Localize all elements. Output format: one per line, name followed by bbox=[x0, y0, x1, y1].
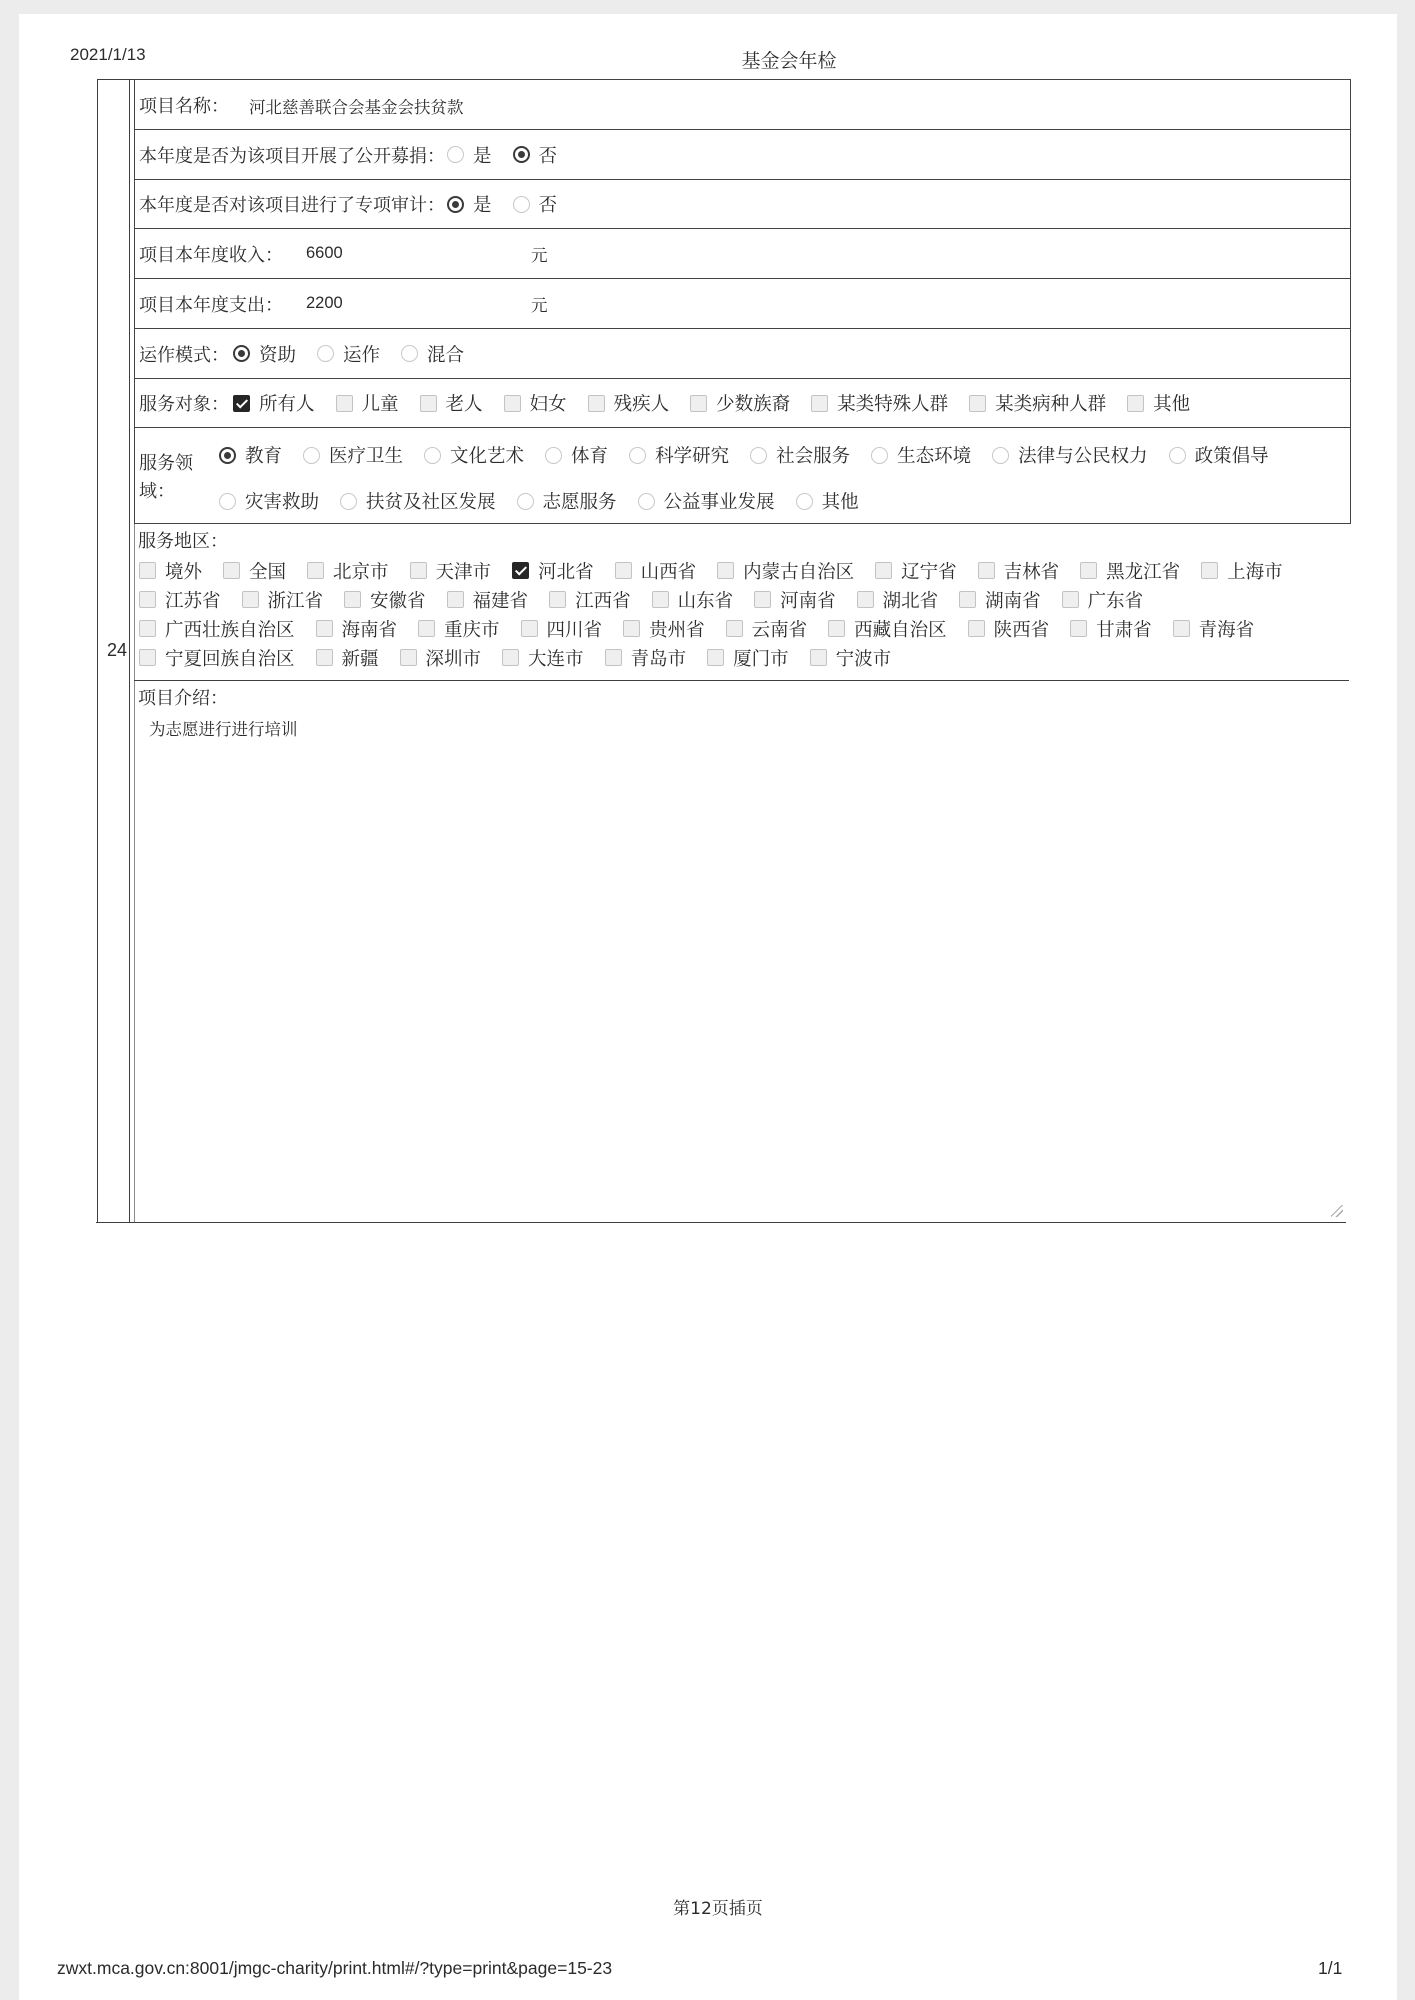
service-target-option-label: 妇女 bbox=[529, 394, 567, 415]
service-area-option-label: 山西省 bbox=[640, 561, 697, 583]
service-area-option-label: 大连市 bbox=[528, 648, 584, 670]
project-intro-label: 项目介绍： bbox=[138, 688, 228, 709]
project-name-label: 项目名称： bbox=[139, 95, 229, 117]
radio-unselected[interactable] bbox=[219, 493, 236, 510]
special-audit-option-label: 是 bbox=[473, 195, 492, 216]
service-area-option[interactable] bbox=[447, 587, 529, 613]
service-target-option[interactable] bbox=[420, 390, 483, 416]
service-area-option-label: 福建省 bbox=[472, 590, 529, 612]
service-target-option-label: 少数族裔 bbox=[716, 394, 791, 415]
checkbox-unchecked[interactable] bbox=[139, 649, 156, 666]
resize-handle-icon[interactable] bbox=[1331, 1205, 1343, 1217]
service-area-option[interactable] bbox=[754, 587, 836, 613]
service-area-option-label: 全国 bbox=[249, 561, 287, 583]
service-domain-option-label: 扶贫及社区发展 bbox=[366, 492, 496, 513]
checkbox-unchecked[interactable] bbox=[1201, 562, 1218, 579]
service-area-option[interactable] bbox=[968, 616, 1050, 642]
annual-expenditure-label: 项目本年度支出： bbox=[139, 294, 283, 316]
radio-selected[interactable] bbox=[447, 196, 464, 213]
service-area-option[interactable] bbox=[978, 558, 1060, 584]
radio-unselected[interactable] bbox=[513, 196, 530, 213]
checkbox-unchecked[interactable] bbox=[811, 395, 828, 412]
radio-unselected[interactable] bbox=[629, 447, 646, 464]
service-area-option-label: 浙江省 bbox=[267, 590, 324, 612]
service-domain-option[interactable] bbox=[517, 488, 617, 514]
service-area-option[interactable] bbox=[344, 587, 426, 613]
table-outer-left-border bbox=[97, 79, 98, 1223]
checkbox-unchecked[interactable] bbox=[828, 620, 845, 637]
project-name-value: 河北慈善联合会基金会扶贫款 bbox=[249, 98, 464, 117]
service-area-option[interactable] bbox=[139, 558, 202, 584]
radio-selected[interactable] bbox=[513, 146, 530, 163]
special-audit-row bbox=[134, 179, 1351, 229]
checkbox-unchecked[interactable] bbox=[410, 562, 427, 579]
radio-unselected[interactable] bbox=[401, 345, 418, 362]
checkbox-unchecked[interactable] bbox=[242, 591, 259, 608]
radio-selected[interactable] bbox=[233, 345, 250, 362]
service-area-option[interactable] bbox=[615, 558, 697, 584]
checkbox-unchecked[interactable] bbox=[969, 395, 986, 412]
table-column-divider bbox=[129, 79, 130, 1223]
service-domain-option[interactable] bbox=[992, 442, 1148, 468]
service-area-option[interactable] bbox=[139, 587, 221, 613]
checkbox-unchecked[interactable] bbox=[968, 620, 985, 637]
service-target-option[interactable] bbox=[504, 390, 567, 416]
public-fundraising-row bbox=[134, 129, 1351, 180]
table-bottom-border bbox=[96, 1222, 1346, 1223]
print-date: 2021/1/13 bbox=[70, 45, 146, 64]
page-count: 1/1 bbox=[1318, 1958, 1343, 1978]
service-area-option-label: 海南省 bbox=[341, 619, 398, 641]
service-area-option-label: 宁夏回族自治区 bbox=[165, 648, 295, 670]
service-target-label: 服务对象： bbox=[139, 394, 229, 415]
checkbox-unchecked[interactable] bbox=[1127, 395, 1144, 412]
service-area-label: 服务地区： bbox=[138, 531, 228, 552]
service-area-option[interactable] bbox=[726, 616, 808, 642]
service-domain-option-label: 政策倡导 bbox=[1194, 446, 1269, 467]
special-audit-option[interactable] bbox=[513, 191, 558, 217]
service-area-option[interactable] bbox=[307, 558, 389, 584]
checkbox-unchecked[interactable] bbox=[418, 620, 435, 637]
service-domain-option-label: 医疗卫生 bbox=[329, 446, 404, 467]
operation-mode-option[interactable] bbox=[317, 341, 380, 367]
service-area-option-label: 深圳市 bbox=[425, 648, 482, 670]
service-domain-option[interactable] bbox=[340, 488, 496, 514]
service-area-option-label: 湖南省 bbox=[985, 590, 1041, 612]
special-audit-option-label: 否 bbox=[538, 195, 558, 216]
service-area-option[interactable] bbox=[717, 558, 854, 584]
checkbox-unchecked[interactable] bbox=[447, 591, 464, 608]
service-area-option-label: 贵州省 bbox=[649, 619, 705, 641]
public-fundraising-option-label: 否 bbox=[538, 145, 558, 167]
service-area-option-label: 河南省 bbox=[780, 590, 836, 612]
service-target-option-label: 所有人 bbox=[259, 394, 315, 415]
service-area-option-label: 陕西省 bbox=[993, 619, 1050, 641]
operation-mode-options bbox=[233, 341, 485, 367]
service-domain-option[interactable] bbox=[1169, 442, 1269, 468]
checkbox-unchecked[interactable] bbox=[754, 591, 771, 608]
service-target-option-label: 其他 bbox=[1153, 394, 1191, 415]
service-area-option-label: 西藏自治区 bbox=[854, 619, 947, 641]
checkbox-unchecked[interactable] bbox=[307, 562, 324, 579]
checkbox-unchecked[interactable] bbox=[875, 562, 892, 579]
service-target-option[interactable] bbox=[969, 390, 1106, 416]
service-domain-option-label: 体育 bbox=[571, 446, 609, 467]
service-area-option-label: 河北省 bbox=[538, 561, 594, 583]
service-area-option[interactable] bbox=[410, 558, 492, 584]
checkbox-unchecked[interactable] bbox=[652, 591, 669, 608]
radio-unselected[interactable] bbox=[340, 493, 357, 510]
radio-unselected[interactable] bbox=[796, 493, 813, 510]
radio-unselected[interactable] bbox=[638, 493, 655, 510]
service-domain-option[interactable] bbox=[303, 442, 403, 468]
service-area-option[interactable] bbox=[400, 645, 482, 671]
service-area-option-label: 内蒙古自治区 bbox=[743, 561, 855, 583]
checkbox-unchecked[interactable] bbox=[420, 395, 437, 412]
service-area-option-label: 云南省 bbox=[751, 619, 808, 641]
radio-unselected[interactable] bbox=[545, 447, 562, 464]
checkbox-unchecked[interactable] bbox=[615, 562, 632, 579]
annual-expenditure-value: 2200 bbox=[306, 294, 343, 312]
service-area-option-label: 广东省 bbox=[1087, 590, 1144, 612]
annual-income-row bbox=[134, 228, 1351, 279]
service-area-option[interactable] bbox=[418, 616, 500, 642]
service-area-option-label: 北京市 bbox=[333, 561, 389, 583]
checkbox-unchecked[interactable] bbox=[316, 620, 333, 637]
service-area-option[interactable] bbox=[857, 587, 939, 613]
service-area-option[interactable] bbox=[707, 645, 789, 671]
checkbox-unchecked[interactable] bbox=[521, 620, 538, 637]
project-name-row bbox=[134, 79, 1351, 130]
annual-income-label: 项目本年度收入： bbox=[139, 244, 283, 266]
radio-unselected[interactable] bbox=[303, 447, 320, 464]
radio-unselected[interactable] bbox=[992, 447, 1009, 464]
record-number: 24 bbox=[107, 640, 128, 660]
operation-mode-label: 运作模式： bbox=[139, 344, 229, 366]
service-domain-options-line-2 bbox=[219, 487, 880, 515]
checkbox-unchecked[interactable] bbox=[549, 591, 566, 608]
service-area-option-label: 江苏省 bbox=[165, 590, 221, 612]
checkbox-unchecked[interactable] bbox=[717, 562, 734, 579]
service-domain-option-label: 其他 bbox=[821, 492, 859, 513]
service-area-option-label: 吉林省 bbox=[1003, 561, 1060, 583]
service-target-options bbox=[233, 390, 1211, 416]
public-fundraising-options bbox=[447, 142, 578, 168]
service-area-option[interactable] bbox=[512, 558, 594, 584]
service-area-option[interactable] bbox=[605, 645, 687, 671]
service-domain-option[interactable] bbox=[750, 442, 850, 468]
service-area-options-line-4 bbox=[139, 643, 1304, 672]
service-area-option[interactable] bbox=[502, 645, 584, 671]
service-area-options bbox=[139, 556, 1304, 672]
service-target-option[interactable] bbox=[1127, 390, 1190, 416]
page-insert-note: 第12页插页 bbox=[673, 1899, 763, 1919]
checkbox-unchecked[interactable] bbox=[1070, 620, 1087, 637]
service-area-option[interactable] bbox=[652, 587, 734, 613]
service-area-option-label: 甘肃省 bbox=[1096, 619, 1152, 641]
radio-unselected[interactable] bbox=[447, 146, 464, 163]
service-area-option-label: 境外 bbox=[165, 561, 203, 583]
radio-unselected[interactable] bbox=[871, 447, 888, 464]
service-area-options-line-1 bbox=[139, 556, 1304, 585]
public-fundraising-option-label: 是 bbox=[473, 145, 492, 167]
radio-unselected[interactable] bbox=[517, 493, 534, 510]
print-url: zwxt.mca.gov.cn:8001/jmgc-charity/print.html#/?type=print&page=15-23 bbox=[57, 1958, 613, 1978]
annual-income-unit: 元 bbox=[531, 245, 548, 265]
service-domain-option-label: 法律与公民权力 bbox=[1018, 446, 1148, 467]
service-target-row bbox=[134, 378, 1351, 428]
checkbox-unchecked[interactable] bbox=[588, 395, 605, 412]
checkbox-checked[interactable] bbox=[233, 395, 250, 412]
service-area-option-label: 宁波市 bbox=[835, 648, 892, 670]
service-area-option[interactable] bbox=[1173, 616, 1255, 642]
service-domain-option-label: 教育 bbox=[245, 446, 283, 467]
checkbox-unchecked[interactable] bbox=[223, 562, 240, 579]
radio-unselected[interactable] bbox=[750, 447, 767, 464]
public-fundraising-option[interactable] bbox=[513, 142, 558, 168]
checkbox-unchecked[interactable] bbox=[336, 395, 353, 412]
operation-mode-option-label: 运作 bbox=[343, 344, 381, 366]
service-area-options-line-3 bbox=[139, 614, 1304, 643]
checkbox-unchecked[interactable] bbox=[316, 649, 333, 666]
service-area-option-label: 青岛市 bbox=[630, 648, 687, 670]
page-title: 基金会年检 bbox=[741, 50, 837, 72]
service-domain-option-label: 科学研究 bbox=[655, 446, 730, 467]
service-area-option[interactable] bbox=[139, 645, 295, 671]
service-domain-option-label: 公益事业发展 bbox=[663, 492, 775, 513]
service-domain-option[interactable] bbox=[424, 442, 524, 468]
service-area-option-label: 上海市 bbox=[1227, 561, 1283, 583]
service-domain-option-label: 文化艺术 bbox=[450, 446, 525, 467]
checkbox-unchecked[interactable] bbox=[139, 562, 156, 579]
service-area-option[interactable] bbox=[316, 616, 398, 642]
service-area-option[interactable] bbox=[223, 558, 286, 584]
radio-unselected[interactable] bbox=[1169, 447, 1186, 464]
checkbox-unchecked[interactable] bbox=[726, 620, 743, 637]
service-domain-option[interactable] bbox=[545, 442, 608, 468]
checkbox-unchecked[interactable] bbox=[1080, 562, 1097, 579]
checkbox-unchecked[interactable] bbox=[623, 620, 640, 637]
service-area-option-label: 黑龙江省 bbox=[1106, 561, 1181, 583]
annual-income-value: 6600 bbox=[306, 244, 343, 262]
checkbox-unchecked[interactable] bbox=[707, 649, 724, 666]
service-area-option-label: 安徽省 bbox=[370, 590, 426, 612]
special-audit-options bbox=[447, 191, 578, 217]
service-area-option-label: 山东省 bbox=[677, 590, 734, 612]
special-audit-option[interactable] bbox=[447, 191, 492, 217]
service-target-option-label: 老人 bbox=[445, 394, 483, 415]
service-area-options-line-2 bbox=[139, 585, 1304, 614]
checkbox-unchecked[interactable] bbox=[1062, 591, 1079, 608]
service-area-option[interactable] bbox=[810, 645, 892, 671]
service-area-option-label: 湖北省 bbox=[882, 590, 939, 612]
service-area-option-label: 青海省 bbox=[1198, 619, 1255, 641]
service-domain-option-label: 志愿服务 bbox=[542, 492, 617, 513]
service-target-option[interactable] bbox=[690, 390, 790, 416]
service-area-option[interactable] bbox=[623, 616, 705, 642]
service-area-option[interactable] bbox=[959, 587, 1041, 613]
service-target-option-label: 某类病种人群 bbox=[995, 394, 1107, 415]
checkbox-checked[interactable] bbox=[512, 562, 529, 579]
checkbox-unchecked[interactable] bbox=[605, 649, 622, 666]
service-domain-row bbox=[134, 427, 1351, 524]
project-intro-textarea[interactable] bbox=[135, 681, 1349, 1221]
checkbox-unchecked[interactable] bbox=[344, 591, 361, 608]
checkbox-unchecked[interactable] bbox=[400, 649, 417, 666]
service-area-option[interactable] bbox=[1070, 616, 1152, 642]
service-area-option-label: 厦门市 bbox=[733, 648, 789, 670]
checkbox-unchecked[interactable] bbox=[502, 649, 519, 666]
service-area-option[interactable] bbox=[1062, 587, 1144, 613]
service-domain-option[interactable] bbox=[796, 488, 859, 514]
service-domain-option[interactable] bbox=[219, 488, 319, 514]
radio-unselected[interactable] bbox=[424, 447, 441, 464]
checkbox-unchecked[interactable] bbox=[857, 591, 874, 608]
service-area-option[interactable] bbox=[1201, 558, 1283, 584]
service-domain-option[interactable] bbox=[629, 442, 729, 468]
service-target-option[interactable] bbox=[336, 390, 399, 416]
special-audit-label: 本年度是否对该项目进行了专项审计： bbox=[139, 195, 445, 216]
service-area-option[interactable] bbox=[1080, 558, 1180, 584]
service-target-option-label: 残疾人 bbox=[613, 394, 670, 415]
annual-expenditure-row bbox=[134, 278, 1351, 329]
checkbox-unchecked[interactable] bbox=[810, 649, 827, 666]
checkbox-unchecked[interactable] bbox=[690, 395, 707, 412]
project-intro-value: 为志愿进行进行培训 bbox=[149, 720, 298, 739]
public-fundraising-option[interactable] bbox=[447, 142, 492, 168]
service-area-option-label: 四川省 bbox=[546, 619, 603, 641]
service-area-option[interactable] bbox=[316, 645, 379, 671]
service-domain-option-label: 生态环境 bbox=[897, 446, 972, 467]
operation-mode-row bbox=[134, 328, 1351, 379]
radio-selected[interactable] bbox=[219, 447, 236, 464]
service-domain-label: 服务领域： bbox=[139, 453, 193, 502]
checkbox-unchecked[interactable] bbox=[504, 395, 521, 412]
checkbox-unchecked[interactable] bbox=[139, 620, 156, 637]
service-area-option-label: 辽宁省 bbox=[901, 561, 957, 583]
service-area-option[interactable] bbox=[875, 558, 957, 584]
checkbox-unchecked[interactable] bbox=[978, 562, 995, 579]
service-area-option-label: 重庆市 bbox=[444, 619, 500, 641]
checkbox-unchecked[interactable] bbox=[959, 591, 976, 608]
service-area-option[interactable] bbox=[242, 587, 324, 613]
operation-mode-option[interactable] bbox=[233, 341, 296, 367]
service-domain-option-label: 社会服务 bbox=[776, 446, 851, 467]
checkbox-unchecked[interactable] bbox=[139, 591, 156, 608]
service-domain-options-line-1 bbox=[219, 441, 1290, 469]
service-domain-option[interactable] bbox=[871, 442, 971, 468]
service-target-option-label: 某类特殊人群 bbox=[837, 394, 949, 415]
operation-mode-option[interactable] bbox=[401, 341, 464, 367]
service-area-option-label: 天津市 bbox=[435, 561, 492, 583]
service-target-option[interactable] bbox=[233, 390, 315, 416]
operation-mode-option-label: 混合 bbox=[427, 344, 465, 366]
service-area-option-label: 新疆 bbox=[341, 648, 379, 670]
service-area-option[interactable] bbox=[521, 616, 603, 642]
service-area-option-label: 江西省 bbox=[575, 590, 631, 612]
service-area-option[interactable] bbox=[549, 587, 631, 613]
service-area-option[interactable] bbox=[828, 616, 947, 642]
operation-mode-option-label: 资助 bbox=[259, 344, 297, 366]
public-fundraising-label: 本年度是否为该项目开展了公开募捐： bbox=[139, 145, 445, 167]
service-domain-option-label: 灾害救助 bbox=[245, 492, 320, 513]
service-target-option[interactable] bbox=[588, 390, 670, 416]
service-area-option[interactable] bbox=[139, 616, 295, 642]
service-target-option[interactable] bbox=[811, 390, 948, 416]
annual-expenditure-unit: 元 bbox=[531, 295, 548, 315]
service-area-option-label: 广西壮族自治区 bbox=[165, 619, 295, 641]
service-domain-option[interactable] bbox=[638, 488, 775, 514]
service-target-option-label: 儿童 bbox=[361, 394, 399, 415]
service-domain-option[interactable] bbox=[219, 442, 282, 468]
checkbox-unchecked[interactable] bbox=[1173, 620, 1190, 637]
radio-unselected[interactable] bbox=[317, 345, 334, 362]
